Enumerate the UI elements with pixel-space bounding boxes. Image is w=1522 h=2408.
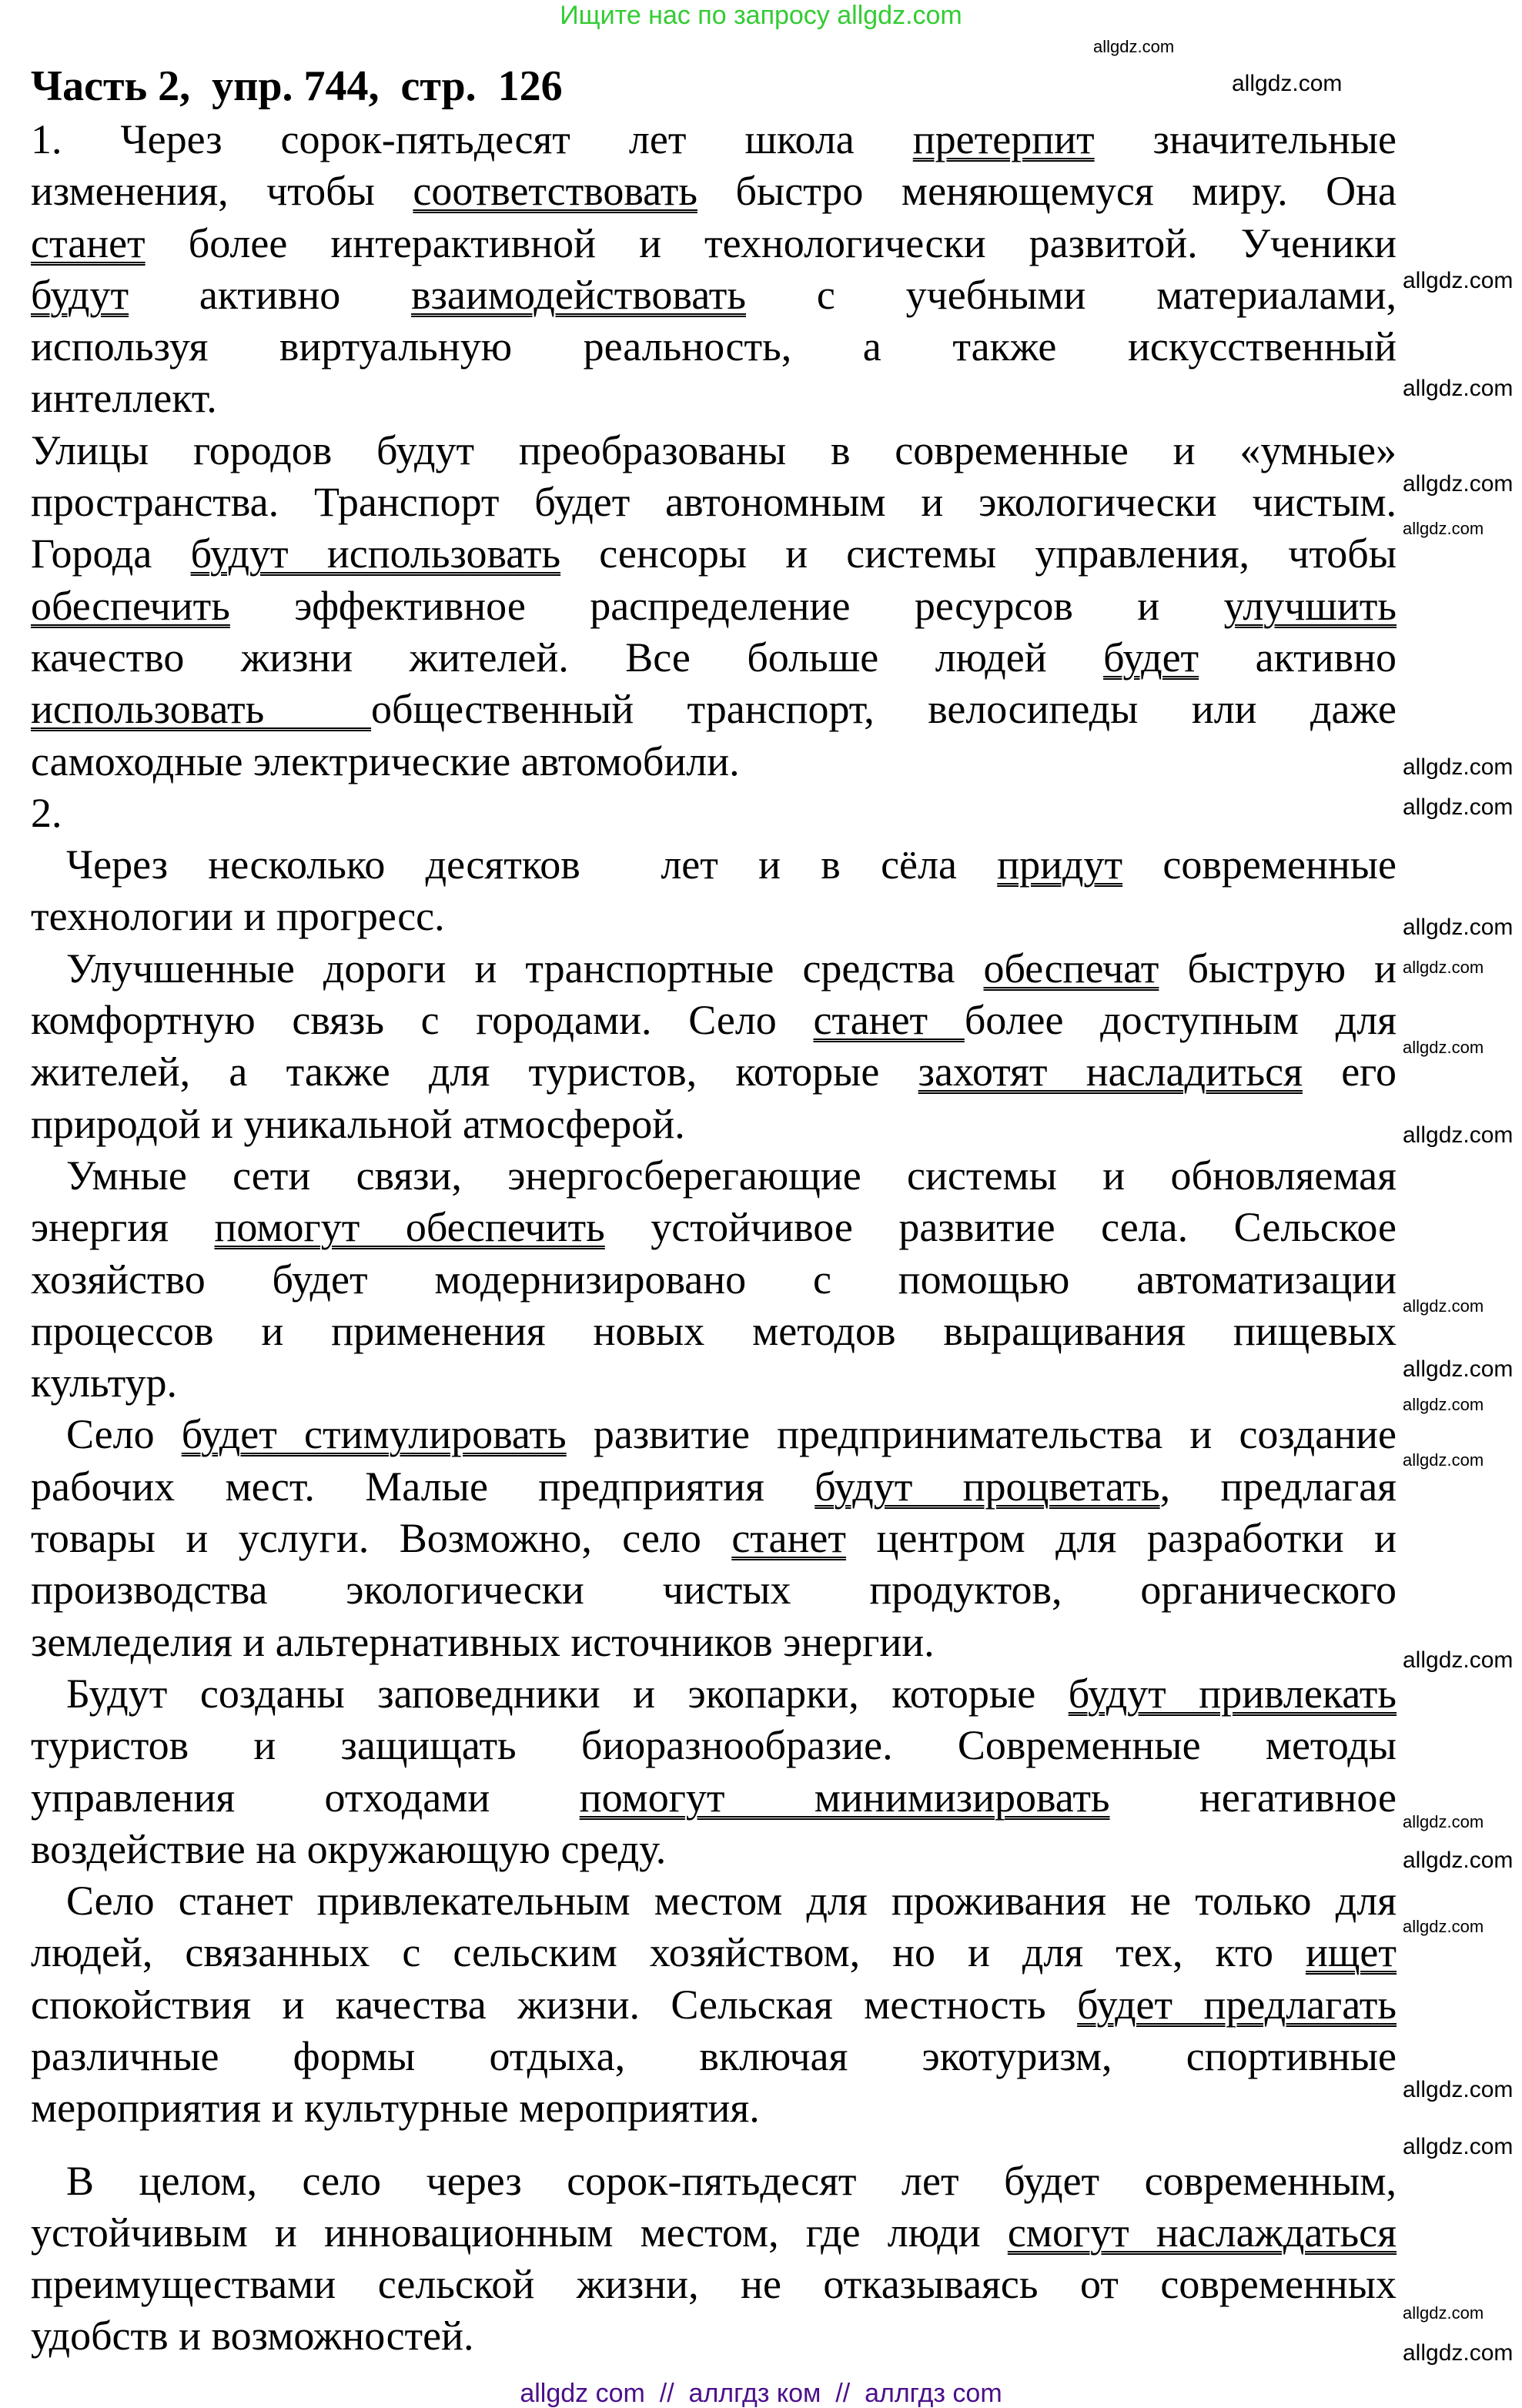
text-segment: различные формы отдыха, включая экотуризм, спортивные <box>31 2032 1397 2079</box>
watermark: allgdz.com <box>1403 1296 1484 1316</box>
underlined-verb: будет <box>1103 634 1199 681</box>
text-line <box>31 1357 1397 1409</box>
text-line <box>31 684 1397 735</box>
text-segment: энергия <box>31 1204 215 1251</box>
watermark: allgdz.com <box>1403 915 1514 940</box>
text-segment: хозяйство будет модернизировано с помощью автоматизации <box>31 1256 1397 1303</box>
text-segment: сенсоры и системы управления, чтобы <box>560 530 1397 577</box>
text-line <box>31 1617 1397 1668</box>
watermark: allgdz.com <box>1403 1450 1484 1470</box>
text-segment: мероприятия и культурные мероприятия. <box>31 2085 760 2132</box>
underlined-verb: взаимодействовать <box>411 271 747 318</box>
underlined-verb: станет <box>31 219 146 266</box>
text-segment: более интерактивной и технологически развитой. Ученики <box>145 219 1397 266</box>
text-line <box>31 2207 1397 2259</box>
text-segment: Село <box>66 1411 182 1458</box>
text-line <box>31 2259 1397 2310</box>
text-segment: преимуществами сельской жизни, не отказываясь от современных <box>31 2261 1397 2308</box>
text-segment: с учебными материалами, <box>746 271 1397 318</box>
text-segment: В целом, село через сорок-пятьдесят лет будет современным, <box>66 2157 1397 2204</box>
text-line <box>31 2155 1397 2207</box>
watermark: allgdz.com <box>1403 1812 1484 1831</box>
text-segment: воздействие на окружающую среду. <box>31 1825 667 1872</box>
footer-links: allgdz com // аллгдз ком // аллгдз com <box>520 2379 1002 2408</box>
text-segment: развитие предпринимательства и создание <box>566 1411 1397 1458</box>
text-segment: Через несколько десятков лет и в сёла <box>66 841 998 888</box>
underlined-verb: использовать <box>31 686 372 733</box>
watermark: allgdz.com <box>1403 1848 1514 1873</box>
underlined-verb: соответствовать <box>413 168 697 215</box>
watermark: allgdz.com <box>1232 71 1343 96</box>
text-segment: активно <box>1199 634 1397 681</box>
text-segment: товары и услуги. Возможно, село <box>31 1515 732 1562</box>
text-line <box>31 528 1397 580</box>
text-line <box>31 1824 1397 1875</box>
text-segment: общественный транспорт, велосипеды или даже <box>371 686 1397 733</box>
watermark: allgdz.com <box>1403 1038 1484 1057</box>
text-line <box>31 1254 1397 1306</box>
underlined-verb: придут <box>997 841 1123 888</box>
text-segment: рабочих мест. Малые предприятия <box>31 1463 815 1510</box>
watermark: allgdz.com <box>1403 519 1484 538</box>
text-segment: его <box>1302 1048 1397 1095</box>
underlined-verb: смогут наслаждаться <box>1007 2209 1397 2256</box>
text-segment: Село станет привлекательным местом для проживания не только для <box>66 1878 1397 1925</box>
text-line <box>31 425 1397 477</box>
text-line <box>31 321 1397 373</box>
watermark: allgdz.com <box>1403 1395 1484 1414</box>
text-segment: природой и уникальной атмосферой. <box>31 1100 685 1147</box>
text-segment: быстро меняющемуся миру. Она <box>697 168 1397 215</box>
underlined-verb: обеспечить <box>31 582 230 629</box>
underlined-verb: будут процветать <box>815 1463 1160 1510</box>
text-line <box>31 1202 1397 1253</box>
text-line <box>31 839 1397 891</box>
text-line <box>31 1564 1397 1616</box>
search-banner: Ищите нас по запросу allgdz.com <box>560 1 962 30</box>
text-segment: туристов и защищать биоразнообразие. Современные методы <box>31 1722 1397 1769</box>
watermark: allgdz.com <box>1403 2303 1484 2323</box>
text-segment: земледелия и альтернативных источников энергии. <box>31 1618 935 1665</box>
text-line <box>31 1306 1397 1357</box>
text-segment: спокойствия и качества жизни. Сельская местность <box>31 1981 1078 2028</box>
underlined-verb: будут <box>31 271 129 318</box>
underlined-verb: помогут минимизировать <box>579 1774 1110 1821</box>
watermark: allgdz.com <box>1403 1917 1484 1936</box>
text-segment: используя виртуальную реальность, а также искусственный <box>31 323 1397 370</box>
text-segment: негативное <box>1109 1774 1397 1821</box>
text-segment: устойчивое развитие села. Сельское <box>604 1204 1397 1251</box>
text-segment: людей, связанных с сельским хозяйством, но и для тех, кто <box>31 1929 1306 1976</box>
text-segment: более доступным для <box>964 997 1397 1044</box>
watermark: allgdz.com <box>1403 376 1514 401</box>
text-line <box>31 166 1397 217</box>
text-line <box>31 1046 1397 1098</box>
text-line <box>31 1513 1397 1564</box>
text-line <box>31 580 1397 632</box>
watermark: allgdz.com <box>1093 37 1175 56</box>
page-title: Часть 2, упр. 744, стр. 126 <box>31 62 563 110</box>
text-segment: комфортную связь с городами. Село <box>31 997 814 1044</box>
text-line <box>31 1668 1397 1720</box>
text-line <box>31 736 1397 788</box>
text-segment: значительные <box>1094 116 1397 162</box>
text-line <box>31 995 1397 1046</box>
text-line <box>31 477 1397 528</box>
text-line <box>31 891 1397 942</box>
watermark: allgdz.com <box>1403 1356 1514 1382</box>
watermark: allgdz.com <box>1403 958 1484 977</box>
underlined-verb: будут привлекать <box>1068 1670 1397 1717</box>
text-segment: качество жизни жителей. Все больше людей <box>31 634 1104 681</box>
watermark: allgdz.com <box>1403 471 1514 497</box>
text-segment: жителей, а также для туристов, которые <box>31 1048 918 1095</box>
underlined-verb: обеспечат <box>983 945 1159 992</box>
text-segment: центром для разработки и <box>846 1515 1397 1562</box>
text-line <box>31 2310 1397 2362</box>
text-line <box>31 1150 1397 1202</box>
text-segment: технологии и прогресс. <box>31 893 445 940</box>
text-segment: производства экологически чистых продуктов, органического <box>31 1567 1397 1614</box>
text-line <box>31 1772 1397 1824</box>
underlined-verb: будут использовать <box>190 530 561 577</box>
underlined-verb: будет предлагать <box>1077 1981 1397 2028</box>
text-line <box>31 218 1397 269</box>
text-segment: устойчивым и инновационным местом, где люди <box>31 2209 1008 2256</box>
text-line <box>31 943 1397 995</box>
watermark: allgdz.com <box>1403 794 1514 820</box>
underlined-verb: ищет <box>1305 1929 1397 1976</box>
text-segment: пространства. Транспорт будет автономным и экологически чистым. <box>31 479 1397 526</box>
watermark: allgdz.com <box>1403 1647 1514 1673</box>
text-segment: 2. <box>31 789 62 836</box>
text-segment: управления отходами <box>31 1774 580 1821</box>
text-segment: удобств и возможностей. <box>31 2313 474 2360</box>
text-line <box>31 269 1397 321</box>
answer-text <box>31 114 1397 2363</box>
watermark: allgdz.com <box>1403 754 1514 780</box>
underlined-verb: захотят насладиться <box>918 1048 1303 1095</box>
text-segment: , предлагая <box>1159 1463 1397 1510</box>
text-line <box>31 114 1397 166</box>
text-segment: Умные сети связи, энергосберегающие системы и обновляемая <box>66 1152 1397 1199</box>
text-segment: эффективное распределение ресурсов и <box>229 582 1224 629</box>
text-segment: культур. <box>31 1360 178 1406</box>
text-segment: быструю и <box>1159 945 1397 992</box>
text-segment: Будут созданы заповедники и экопарки, которые <box>66 1670 1069 1717</box>
watermark: allgdz.com <box>1403 2340 1514 2366</box>
watermark: allgdz.com <box>1403 2134 1514 2159</box>
text-line <box>31 1409 1397 1460</box>
text-segment: Города <box>31 530 191 577</box>
text-line <box>31 632 1397 684</box>
text-segment: процессов и применения новых методов выращивания пищевых <box>31 1307 1397 1354</box>
text-segment: самоходные электрические автомобили. <box>31 737 740 784</box>
text-line <box>31 1875 1397 1927</box>
text-line <box>31 1979 1397 2031</box>
text-line <box>31 2082 1397 2134</box>
underlined-verb: улучшить <box>1223 582 1397 629</box>
underlined-verb: помогут обеспечить <box>214 1204 605 1251</box>
text-line <box>31 1720 1397 1771</box>
watermark: allgdz.com <box>1403 2077 1514 2102</box>
text-segment: активно <box>129 271 412 318</box>
underlined-verb: претерпит <box>912 116 1095 162</box>
watermark: allgdz.com <box>1403 268 1514 293</box>
text-segment: интеллект. <box>31 375 217 422</box>
text-segment: Улицы городов будут преобразованы в современные и «умные» <box>31 426 1397 473</box>
text-line <box>31 1461 1397 1513</box>
text-line <box>31 2031 1397 2082</box>
watermark: allgdz.com <box>1403 1122 1514 1148</box>
underlined-verb: станет <box>731 1515 846 1562</box>
text-segment: Улучшенные дороги и транспортные средства <box>66 945 984 992</box>
text-line <box>31 788 1397 839</box>
text-segment: изменения, чтобы <box>31 168 413 215</box>
text-segment: 1. Через сорок-пятьдесят лет школа <box>31 116 913 162</box>
underlined-verb: будет стимулировать <box>181 1411 567 1458</box>
underlined-verb: станет <box>813 997 965 1044</box>
text-segment: современные <box>1122 841 1397 888</box>
text-line <box>31 1099 1397 1150</box>
text-line <box>31 1927 1397 1978</box>
text-line <box>31 373 1397 424</box>
